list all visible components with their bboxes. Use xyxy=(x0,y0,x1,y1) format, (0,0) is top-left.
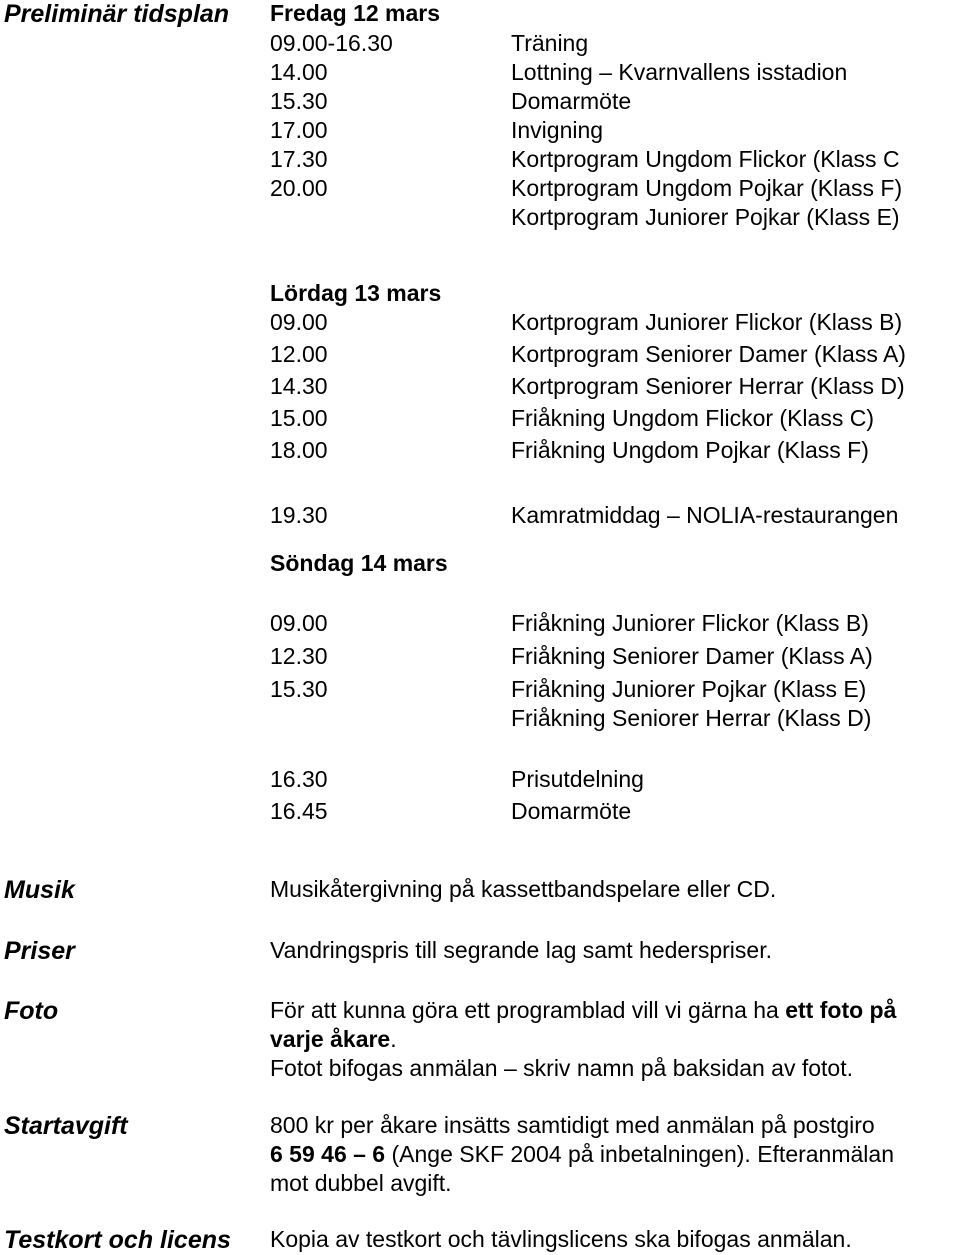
foto-line-2-bold: varje åkare xyxy=(270,1026,391,1052)
startavgift-line-2-plain: (Ange SKF 2004 på inbetalningen). Efteranmälan xyxy=(385,1141,894,1167)
musik-text: Musikåtergivning på kassettbandspelare eller CD. xyxy=(270,876,777,902)
event-time: 17.00 xyxy=(270,117,328,143)
testkort-text: Kopia av testkort och tävlingslicens ska bifogas anmälan. xyxy=(270,1226,852,1252)
foto-line-1-plain: För att kunna göra ett programblad vill vi gärna ha xyxy=(270,997,786,1023)
event-time: 16.45 xyxy=(270,798,328,824)
event-desc: Friåkning Seniorer Herrar (Klass D) xyxy=(511,705,872,731)
event-desc: Träning xyxy=(511,30,589,56)
section-title: Preliminär tidsplan xyxy=(4,0,230,28)
event-time: 18.00 xyxy=(270,437,328,463)
event-time: 09.00 xyxy=(270,610,328,636)
event-time: 15.30 xyxy=(270,676,328,702)
event-desc: Friåkning Ungdom Pojkar (Klass F) xyxy=(511,437,869,463)
event-time: 14.00 xyxy=(270,59,328,85)
event-desc: Friåkning Juniorer Flickor (Klass B) xyxy=(511,610,869,636)
startavgift-label: Startavgift xyxy=(4,1112,128,1140)
foto-line-1 xyxy=(270,997,896,1023)
event-desc: Kortprogram Ungdom Flickor (Klass C xyxy=(511,146,900,172)
event-time: 15.30 xyxy=(270,88,328,114)
musik-label: Musik xyxy=(4,876,75,904)
event-time: 20.00 xyxy=(270,175,328,201)
event-time: 09.00-16.30 xyxy=(270,30,393,56)
event-desc: Kortprogram Juniorer Pojkar (Klass E) xyxy=(511,204,900,230)
event-time: 14.30 xyxy=(270,373,328,399)
foto-line-3: Fotot bifogas anmälan – skriv namn på baksidan av fotot. xyxy=(270,1055,853,1081)
event-time: 09.00 xyxy=(270,309,328,335)
event-time: 16.30 xyxy=(270,766,328,792)
event-desc: Domarmöte xyxy=(511,88,632,114)
priser-text: Vandringspris till segrande lag samt hederspriser. xyxy=(270,937,772,963)
event-desc: Kortprogram Ungdom Pojkar (Klass F) xyxy=(511,175,903,201)
event-time: 15.00 xyxy=(270,405,328,431)
event-desc: Kortprogram Juniorer Flickor (Klass B) xyxy=(511,309,903,335)
event-desc: Lottning – Kvarnvallens isstadion xyxy=(511,59,848,85)
event-time: 12.30 xyxy=(270,643,328,669)
startavgift-line-1: 800 kr per åkare insätts samtidigt med anmälan på postgiro xyxy=(270,1112,875,1138)
event-desc: Prisutdelning xyxy=(511,766,644,792)
event-desc: Friåkning Ungdom Flickor (Klass C) xyxy=(511,405,874,431)
startavgift-line-2 xyxy=(270,1141,894,1167)
event-desc: Kamratmiddag – NOLIA-restaurangen xyxy=(511,502,899,528)
event-desc: Kortprogram Seniorer Herrar (Klass D) xyxy=(511,373,905,399)
foto-line-1-bold: ett foto på xyxy=(785,997,897,1023)
event-time: 17.30 xyxy=(270,146,328,172)
foto-label: Foto xyxy=(4,997,59,1025)
day-heading-lordag: Lördag 13 mars xyxy=(270,280,442,306)
testkort-label: Testkort och licens xyxy=(4,1226,231,1254)
foto-line-2 xyxy=(270,1026,397,1052)
postgiro-number: 6 59 46 – 6 xyxy=(270,1141,386,1167)
event-desc: Friåkning Seniorer Damer (Klass A) xyxy=(511,643,873,669)
foto-line-2-plain: . xyxy=(390,1026,397,1052)
priser-label: Priser xyxy=(4,937,75,965)
event-desc: Kortprogram Seniorer Damer (Klass A) xyxy=(511,341,906,367)
day-heading-sondag: Söndag 14 mars xyxy=(270,550,448,576)
startavgift-line-3: mot dubbel avgift. xyxy=(270,1170,452,1196)
event-time: 12.00 xyxy=(270,341,328,367)
event-time: 19.30 xyxy=(270,502,328,528)
day-heading-fredag: Fredag 12 mars xyxy=(270,0,441,26)
event-desc: Domarmöte xyxy=(511,798,632,824)
event-desc: Invigning xyxy=(511,117,604,143)
event-desc: Friåkning Juniorer Pojkar (Klass E) xyxy=(511,676,867,702)
